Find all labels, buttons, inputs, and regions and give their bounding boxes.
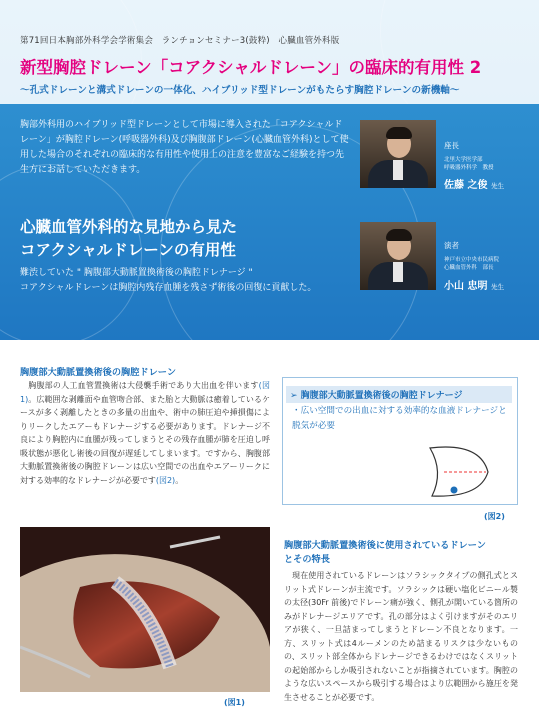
page-title: 新型胸腔ドレーン「コアクシャルドレーン」の臨床的有用性 2 <box>20 58 482 77</box>
speaker-affiliation-line2: 心臓血管外科 部長 <box>444 265 494 271</box>
section1-heading: 胸腹部大動脈置換術後の胸腔ドレーン <box>20 367 177 378</box>
intro-text: 胸部外科用のハイブリッド型ドレーンとして市場に導入された「コアクシャルドレーン」が胸腔ドレーン(呼吸器外科)及び胸腹部ドレーン(心臓血管外科)として使用した場合のそれぞれの臨床的な有用性や使用上の注意を豊富なご経験を持つ先生方にお話していただきます。 <box>20 120 349 175</box>
chair-affiliation-line1: 北里大学医学部 <box>444 157 483 163</box>
section-heading-line1: 心臓血管外科的な見地から見た <box>20 218 238 236</box>
speaker-name-block <box>444 277 504 292</box>
section1-body-text: 。 <box>175 475 184 485</box>
page-subtitle: 〜孔式ドレーンと溝式ドレーンの一体化、ハイブリッド型ドレーンがもたらす胸腔ドレーンの新機軸〜 <box>20 85 460 96</box>
section2-heading-line2: とその特長 <box>284 554 330 565</box>
chair-role: 座長 <box>444 141 459 150</box>
figure2-title: ➢ 胸腹部大動脈置換術後の胸腔ドレナージ <box>286 386 512 403</box>
section1-body <box>20 379 270 487</box>
section-heading <box>20 216 340 262</box>
figure2-diagram <box>410 440 500 505</box>
figure1-caption: (図1) <box>224 698 245 707</box>
speaker-affiliation-line1: 神戸市立中央市民病院 <box>444 257 500 263</box>
section-heading-line2: コアクシャルドレーンの有用性 <box>20 241 236 259</box>
section1-body-text: 胸腹部の人工血管置換術は大侵襲手術であり大出血を伴います <box>20 381 259 390</box>
chair-affiliation <box>444 156 494 172</box>
speaker-name: 小山 忠明 <box>444 281 488 292</box>
section1-body-text: 。広範囲な剥離面や血管吻合部、また胎と大動脈は癒着しているケースが多く剥離したときの多量の出血や、術中の肺圧迫や挿損傷によりリークしたエアーもドレナージする必要があります。ドレナージ不良により胸腔内に血腫が残ってしまうとその残存血腫が肺を圧迫し呼吸状態が悪化し術後の回復が遅延してしまいます。ですから、胸腹部大動脈置換術後の胸腔ドレーンは広い空間での出血やエアーリークに対する効率的なドレナージが必要です <box>20 394 270 485</box>
chair-name: 佐藤 之俊 <box>444 180 488 191</box>
section2-body: 現在使用されているドレーンはソラシックタイプの側孔式とスリット式ドレーンが主流です。ソラシックは硬い塩化ビニール製の太径(30Fr 前後)でドレーン痛が強く、側孔が開いている箇所のみがドレナージエリアです。孔の部分はよく引けますがそのエリアが狭く、一旦詰まってしまうとドレーン不良となります。一方、スリット式は4ルーメンのため詰まるリスクは少ないものの、スリット部全体からドレナージできるわけではなくスリットの起始部からしか吸引されないことが指摘されています。胸腔のような広いスペースから吸引する場合はより広範囲から施圧を発生させることが必要です。 <box>284 571 518 702</box>
section2-heading <box>284 539 524 567</box>
event-title: 第71回日本胸部外科学会学術集会 ランチョンセミナー3(鼓粋) 心臓血管外科版 <box>20 36 340 46</box>
figure2-caption: (図2) <box>484 512 505 521</box>
section-summary-line1: 難渋していた " 胸腹部大動脈置換術後の胸腔ドレナージ " <box>20 268 253 278</box>
speaker-affiliation <box>444 256 499 272</box>
chair-affiliation-line2: 呼吸器外科学 教授 <box>444 165 494 171</box>
speaker-role: 演者 <box>444 241 459 250</box>
chair-name-block <box>444 176 504 191</box>
section-summary-line2: コアクシャルドレーンは胸腔内残存血腫を残さず術後の回復に貢献した。 <box>20 283 317 293</box>
section2-heading-line1: 胸腹部大動脈置換術後に使用されているドレーン <box>284 540 486 551</box>
speaker-honorific: 先生 <box>490 283 504 291</box>
chair-photo <box>360 120 436 188</box>
fig2-reference: (図2) <box>155 475 176 485</box>
chair-honorific: 先生 <box>490 182 504 190</box>
speaker-photo <box>360 222 436 290</box>
figure1-surgical-photo <box>20 527 270 692</box>
fig1-reference: (図1) <box>20 381 271 404</box>
section-summary <box>20 266 350 296</box>
surgical-image <box>20 527 270 692</box>
figure2-bullet: ・広い空間での出血に対する効率的な血液ドレナージと脱気が必要 <box>292 406 507 431</box>
